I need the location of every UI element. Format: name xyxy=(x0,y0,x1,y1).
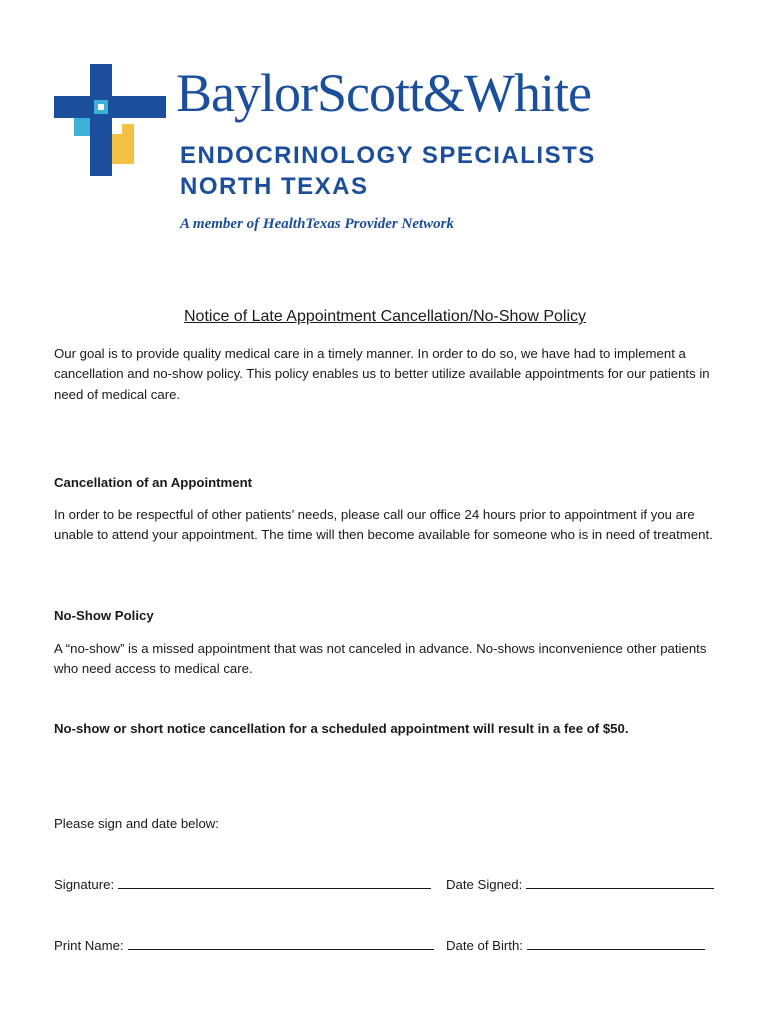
noshow-heading: No-Show Policy xyxy=(54,608,154,623)
fee-notice: No-show or short notice cancellation for a scheduled appointment will result in a fee of $50. xyxy=(54,721,629,736)
date-signed-field[interactable] xyxy=(446,875,714,892)
dob-field[interactable] xyxy=(446,936,705,953)
date-signed-line[interactable] xyxy=(526,875,714,889)
print-name-label: Print Name: xyxy=(54,938,124,953)
dob-line[interactable] xyxy=(527,936,705,950)
document-title: Notice of Late Appointment Cancellation/No-Show Policy xyxy=(184,308,586,325)
brand-subtitle-line-2: NORTH TEXAS xyxy=(180,173,369,200)
network-membership: A member of HealthTexas Provider Network xyxy=(180,216,455,232)
signature-label: Signature: xyxy=(54,877,115,892)
brand-name: BaylorScott&White xyxy=(176,63,591,123)
noshow-paragraph: A “no-show” is a missed appointment that was not canceled in advance. No-shows inconvenience other patients who need access to medical care. xyxy=(54,641,707,677)
cancellation-paragraph: In order to be respectful of other patients’ needs, please call our office 24 hours prior to appointment if you are unable to attend your appointment. The time will then become available for someone who is in need of treatment. xyxy=(54,507,713,543)
print-name-field[interactable] xyxy=(54,936,434,953)
intro-paragraph: Our goal is to provide quality medical care in a timely manner. In order to do so, we have had to implement a cancellation and no-show policy. This policy enables us to better utilize available appointments for our patients in need of medical care. xyxy=(54,346,710,402)
company-logo xyxy=(54,64,684,239)
print-name-line[interactable] xyxy=(128,936,434,950)
dob-label: Date of Birth: xyxy=(446,938,523,953)
brand-subtitle-line-1: ENDOCRINOLOGY SPECIALISTS xyxy=(180,142,596,169)
cancellation-heading: Cancellation of an Appointment xyxy=(54,475,253,490)
sign-instruction: Please sign and date below: xyxy=(54,816,219,831)
signature-line[interactable] xyxy=(118,875,431,889)
signature-field[interactable] xyxy=(54,875,431,892)
brand-subtitle xyxy=(180,140,596,202)
date-signed-label: Date Signed: xyxy=(446,877,523,892)
cross-logo-icon xyxy=(54,64,166,176)
